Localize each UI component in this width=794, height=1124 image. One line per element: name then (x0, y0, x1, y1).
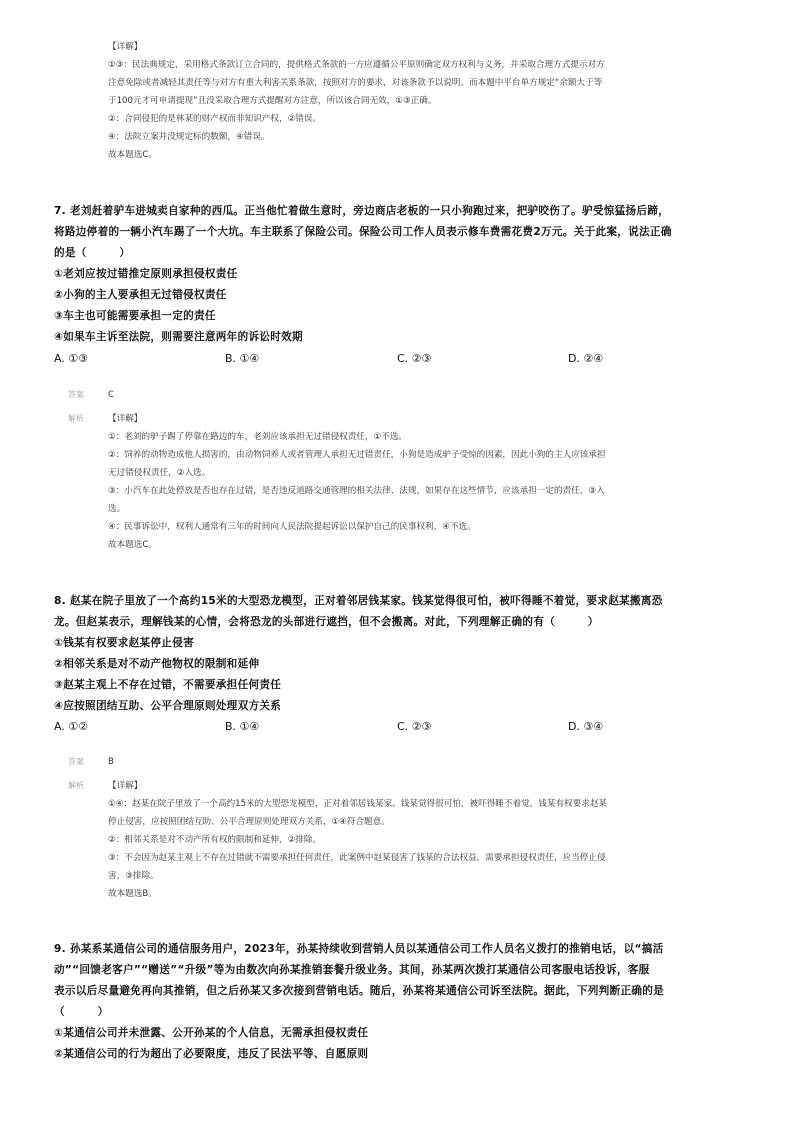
explanation-heading: 【详解】 (108, 781, 143, 791)
explanation-heading: 【详解】 (108, 42, 143, 52)
answer-value: B (108, 757, 114, 767)
explanation-line: 故本题选C。 (108, 540, 157, 550)
analysis-label: 解析 (68, 781, 84, 790)
option-c[interactable]: C. ②③ (397, 720, 432, 733)
question-stem-line: 将路边停着的一辆小汽车踢了一个大坑。车主联系了保险公司。保险公司工作人员表示修车费需花费2万元。关于此案，说法正确 (54, 226, 672, 238)
question-stem-line: （ ） (54, 1006, 109, 1018)
explanation-line: ④：法院立案并没规定标的数额，④错误。 (108, 132, 270, 142)
statement-1: ①某通信公司并未泄露、公开孙某的个人信息，无需承担侵权责任 (54, 1027, 369, 1039)
question-stem-line: 表示以后尽量避免再向其推销，但之后孙某又多次接到营销电话。随后，孙某将某通信公司诉至法院。据此，下列判断正确的是 (54, 985, 665, 997)
answer-label: 答案 (68, 390, 84, 399)
explanation-line: 停止侵害，应按照团结互助、公平合理原则处理双方关系，①④符合题意。 (108, 817, 390, 827)
statement-3: ③车主也可能需要承担一定的责任 (54, 310, 216, 322)
explanation-heading: 【详解】 (108, 414, 143, 424)
statement-4: ④应按照团结互助、公平合理原则处理双方关系 (54, 700, 282, 712)
question-stem-line: 9. 孙某系某通信公司的通信服务用户，2023年，孙某持续收到营销人员以某通信公司工作人员名义拨打的推销电话，以“搞活 (54, 943, 664, 955)
explanation-line: 无过错侵权责任，②入选。 (108, 468, 211, 478)
explanation-line: 害，③排除。 (108, 871, 159, 881)
question-stem-line: 7. 老刘赶着驴车进城卖自家种的西瓜。正当他忙着做生意时，旁边商店老板的一只小狗跑过来，把驴咬伤了。驴受惊猛扬后蹄， (54, 205, 670, 217)
explanation-line: ②：合同侵犯的是林某的财产权而非知识产权，②错误。 (108, 114, 322, 124)
statement-1: ①钱某有权要求赵某停止侵害 (54, 637, 194, 649)
explanation-line: ②：饲养的动物造成他人损害的，由动物饲养人或者管理人承担无过错责任，小狗是造成驴子受惊的因素，因此小狗的主人应该承担 (108, 450, 606, 460)
explanation-line: ①：老刘的驴子踢了停靠在路边的车，老刘应该承担无过错侵权责任，①不选。 (108, 432, 408, 442)
explanation-line: 选。 (108, 504, 126, 514)
question-stem-line: 的是（ ） (54, 247, 131, 259)
explanation-line: ③：小汽车在此处停放是否也存在过错，是否违反道路交通管理的相关法律、法规，如果存在这些情节，应该承担一定的责任，③入 (108, 486, 605, 496)
explanation-line: 于100元才可申请提现”且没采取合理方式提醒对方注意，所以该合同无效，①③正确。 (108, 96, 437, 106)
explanation-line: ①③：民法典规定，采用格式条款订立合同的，提供格式条款的一方应遵循公平原则确定双方权利与义务，并采取合理方式提示对方 (108, 60, 605, 70)
explanation-line: ③：不会因为赵某主观上不存在过错就不需要承担任何责任，此案例中赵某侵害了钱某的合法权益，需要承担侵权责任，应当停止侵 (108, 853, 606, 863)
statement-3: ③赵某主观上不存在过错，不需要承担任何责任 (54, 679, 282, 691)
option-d[interactable]: D. ②④ (568, 352, 604, 365)
option-b[interactable]: B. ①④ (225, 352, 260, 365)
explanation-line: ①④：赵某在院子里放了一个高约15米的大型恐龙模型，正对着邻居钱某家。钱某觉得很可怕，被吓得睡不着觉，钱某有权要求赵某 (108, 799, 608, 809)
statement-1: ①老刘应按过错推定原则承担侵权责任 (54, 268, 238, 280)
question-stem-line: 8. 赵某在院子里放了一个高约15米的大型恐龙模型，正对着邻居钱某家。钱某觉得很可怕，被吓得睡不着觉，要求赵某搬离恐 (54, 595, 663, 607)
question-stem-line: 动”“回馈老客户”“赠送”“升级”等为由数次向孙某推销套餐升级业务。其间，孙某两次拨打某通信公司客服电话投诉，客服 (54, 964, 650, 976)
answer-value: C (108, 390, 115, 400)
answer-label: 答案 (68, 757, 84, 766)
statement-4: ④如果车主诉至法院，则需要注意两年的诉讼时效期 (54, 331, 303, 343)
explanation-line: 故本题选C。 (108, 150, 157, 160)
option-a[interactable]: A. ①② (54, 720, 89, 733)
explanation-line: ②：相邻关系是对不动产所有权的限制和延伸，②排除。 (108, 835, 322, 845)
question-stem-line: 龙。但赵某表示，理解钱某的心情，会将恐龙的头部进行遮挡，但不会搬离。对此，下列理解正确的有（ ） (54, 616, 599, 628)
statement-2: ②小狗的主人要承担无过错侵权责任 (54, 289, 227, 301)
option-d[interactable]: D. ③④ (568, 720, 604, 733)
explanation-line: ④：民事诉讼中，权利人通常有三年的时间向人民法院提起诉讼以保护自己的民事权利，④不选。 (108, 522, 476, 532)
analysis-label: 解析 (68, 414, 84, 423)
statement-2: ②相邻关系是对不动产他物权的限制和延伸 (54, 658, 260, 670)
option-b[interactable]: B. ①④ (225, 720, 260, 733)
option-a[interactable]: A. ①③ (54, 352, 89, 365)
statement-2: ②某通信公司的行为超出了必要限度，违反了民法平等、自愿原则 (54, 1048, 369, 1060)
explanation-line: 注意免除或者减轻其责任等与对方有重大利害关系条款，按照对方的要求，对该条款予以说明。而本题中平台单方规定“余额大于等 (108, 78, 603, 88)
explanation-line: 故本题选B。 (108, 889, 157, 899)
option-c[interactable]: C. ②③ (397, 352, 432, 365)
